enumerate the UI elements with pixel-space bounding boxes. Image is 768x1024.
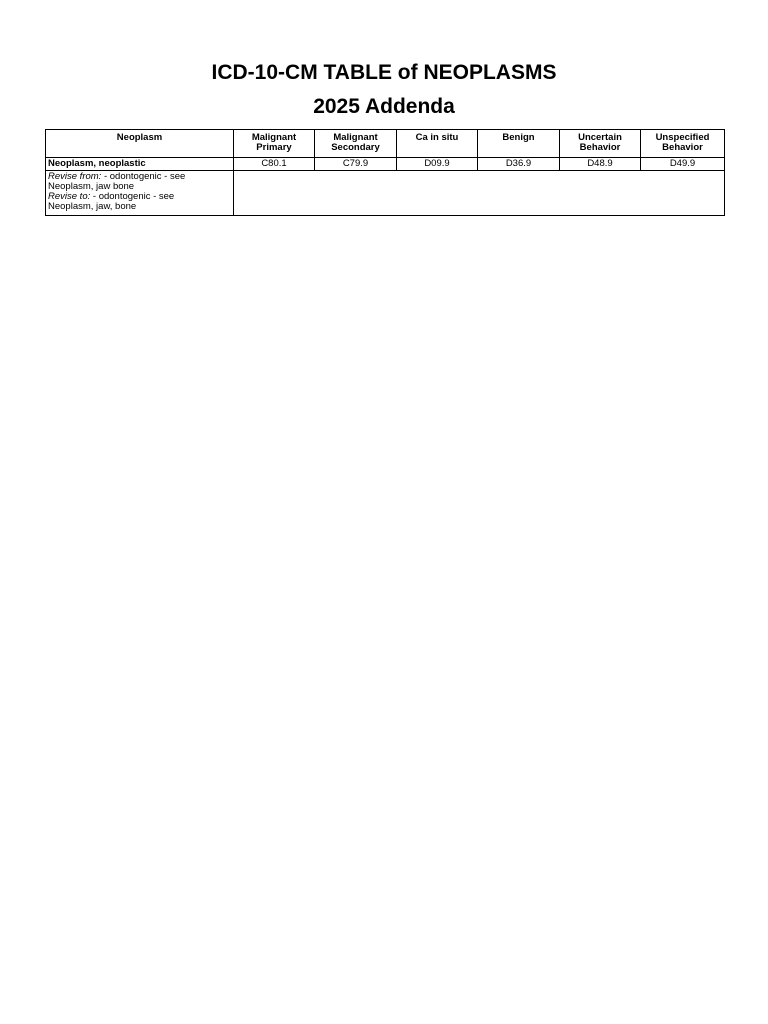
cell-malignant-primary: C80.1 bbox=[234, 158, 315, 171]
revise-to-text-2: Neoplasm, jaw, bone bbox=[48, 201, 137, 212]
revise-from-label: Revise from: bbox=[48, 171, 102, 182]
cell-benign: D36.9 bbox=[478, 158, 560, 171]
revise-from-text-1: - odontogenic - see bbox=[101, 171, 186, 182]
cell-revision-note bbox=[46, 171, 234, 216]
cell-unspecified-behavior: D49.9 bbox=[641, 158, 725, 171]
header-benign-label: Benign bbox=[502, 132, 535, 143]
header-malignant-secondary-line1: Malignant bbox=[333, 132, 378, 143]
cell-ca-in-situ: D09.9 bbox=[397, 158, 478, 171]
cell-uncertain-behavior: D48.9 bbox=[560, 158, 641, 171]
header-ca-in-situ bbox=[397, 130, 478, 158]
revision-row bbox=[46, 171, 725, 216]
document-subtitle: 2025 Addenda bbox=[313, 95, 455, 118]
header-unspecified-line1: Unspecified bbox=[655, 132, 710, 143]
header-unspecified-behavior bbox=[641, 130, 725, 158]
header-neoplasm bbox=[46, 130, 234, 158]
header-malignant-primary-line2: Primary bbox=[256, 142, 292, 153]
header-ca-in-situ-label: Ca in situ bbox=[415, 132, 459, 143]
neoplasm-table bbox=[45, 129, 725, 216]
header-benign bbox=[478, 130, 560, 158]
revise-from-text-2: Neoplasm, jaw bone bbox=[48, 181, 135, 192]
header-malignant-primary-line1: Malignant bbox=[251, 132, 297, 143]
header-malignant-secondary bbox=[315, 130, 397, 158]
table-row bbox=[46, 158, 725, 171]
table-header-row bbox=[46, 130, 725, 158]
header-uncertain-behavior bbox=[560, 130, 641, 158]
header-unspecified-line2: Behavior bbox=[662, 142, 703, 153]
header-malignant-secondary-line2: Secondary bbox=[331, 142, 380, 153]
cell-revision-empty bbox=[234, 171, 725, 216]
header-neoplasm-label: Neoplasm bbox=[116, 132, 163, 143]
header-uncertain-line1: Uncertain bbox=[578, 132, 622, 143]
header-uncertain-line2: Behavior bbox=[579, 142, 621, 153]
header-malignant-primary bbox=[234, 130, 315, 158]
cell-term: Neoplasm, neoplastic bbox=[46, 158, 234, 171]
revise-to-text-1: - odontogenic - see bbox=[90, 191, 175, 202]
revise-to-label: Revise to: bbox=[48, 191, 91, 202]
document-title: ICD-10-CM TABLE of NEOPLASMS bbox=[211, 61, 557, 84]
cell-malignant-secondary: C79.9 bbox=[315, 158, 397, 171]
